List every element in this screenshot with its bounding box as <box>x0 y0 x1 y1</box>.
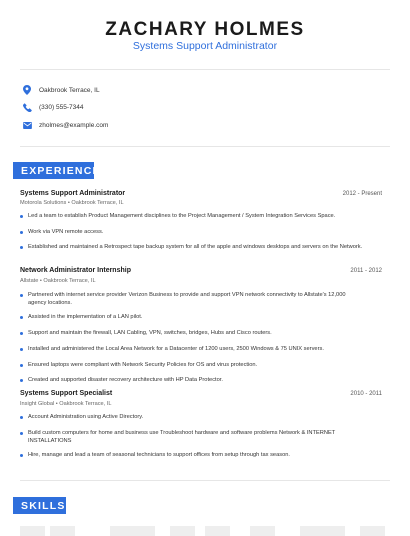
skill-tag-placeholder <box>300 526 345 536</box>
bullet-dot <box>20 316 23 319</box>
bullet-dot <box>20 215 23 218</box>
job-location: Oakbrook Terrace, IL <box>43 278 96 284</box>
job-dates: 2010 - 2011 <box>350 391 382 397</box>
skill-tag-placeholder <box>20 526 45 536</box>
job-dates: 2011 - 2012 <box>350 268 382 274</box>
contact-location-text: Oakbrook Terrace, IL <box>39 86 100 94</box>
job-company-location: Insight Global • Oakbrook Terrace, IL <box>20 401 112 407</box>
bullet-dot <box>20 432 23 435</box>
candidate-name: ZACHARY HOLMES <box>105 19 305 40</box>
phone-icon <box>22 102 32 112</box>
skill-tag-placeholder <box>170 526 195 536</box>
bullet-dot <box>20 454 23 457</box>
job-dates: 2012 - Present <box>342 191 382 197</box>
divider <box>20 146 390 147</box>
job-title: Network Administrator Internship <box>20 267 131 274</box>
job-location: Oakbrook Terrace, IL <box>59 401 112 407</box>
job-bullet: Build custom computers for home and business use Troubleshoot hardware and software problems Network & INTERNET INSTALLATIONS <box>20 429 365 446</box>
candidate-title: Systems Support Administrator <box>132 40 278 52</box>
bullet-dot <box>20 294 23 297</box>
skill-tag-placeholder <box>360 526 385 536</box>
skill-tag-placeholder <box>50 526 75 536</box>
job-company-location: Motorola Solutions • Oakbrook Terrace, IL <box>20 200 124 206</box>
divider <box>20 480 390 481</box>
job-company: Allstate <box>20 278 39 284</box>
job-bullet: Work via VPN remote access. <box>20 228 365 236</box>
job-company: Insight Global <box>20 401 55 407</box>
contact-location <box>22 84 100 96</box>
bullet-dot <box>20 364 23 367</box>
job-bullet: Created and supported disaster recovery architecture with HP Data Protector. <box>20 376 365 384</box>
skill-tag-placeholder <box>205 526 230 536</box>
job-bullet: Established and maintained a Retrospect tape backup system for all of the apple and windows desktops and servers on the Network. <box>20 243 365 251</box>
job-bullet: Installed and administered the Local Area Network for a Datacenter of 1200 users, 2500 Windows & 75 UNIX servers. <box>20 345 365 353</box>
job-bullet: Ensured laptops were compliant with Network Security Policies for OS and virus protection. <box>20 361 365 369</box>
divider <box>20 69 390 70</box>
job-company-location: Allstate • Oakbrook Terrace, IL <box>20 278 96 284</box>
section-header-experience: EXPERIENCE <box>13 162 94 179</box>
job-bullet: Account Administration using Active Directory. <box>20 413 365 421</box>
skill-tag-placeholder <box>250 526 275 536</box>
section-header-skills: SKILLS <box>13 497 66 514</box>
contact-phone-text: (330) 555-7344 <box>39 103 84 111</box>
bullet-dot <box>20 231 23 234</box>
job-bullet: Partnered with internet service provider Verizon Business to provide and support VPN network connectivity to Allstate's 12,000 agency locations. <box>20 291 365 308</box>
bullet-dot <box>20 416 23 419</box>
job-company: Motorola Solutions <box>20 200 67 206</box>
skill-tag-placeholder <box>110 526 155 536</box>
bullet-dot <box>20 332 23 335</box>
contact-email-text: zholmes@example.com <box>39 121 109 129</box>
job-bullet: Hire, manage and lead a team of seasonal technicians to support offices from setup through tax season. <box>20 451 365 459</box>
location-pin-icon <box>22 85 32 95</box>
bullet-dot <box>20 379 23 382</box>
contact-email <box>22 119 108 131</box>
job-title: Systems Support Specialist <box>20 390 113 397</box>
bullet-dot <box>20 246 23 249</box>
email-icon <box>22 120 32 130</box>
job-bullet: Led a team to establish Product Management disciplines to the Project Management / System Integration Services Space. <box>20 212 365 220</box>
contact-phone <box>22 101 83 113</box>
job-location: Oakbrook Terrace, IL <box>71 200 124 206</box>
bullet-dot <box>20 348 23 351</box>
job-bullet: Support and maintain the firewall, LAN Cabling, VPN, switches, bridges, Hubs and Cisco routers. <box>20 329 365 337</box>
job-bullet: Assisted in the implementation of a LAN pilot. <box>20 313 365 321</box>
job-title: Systems Support Administrator <box>20 190 126 197</box>
